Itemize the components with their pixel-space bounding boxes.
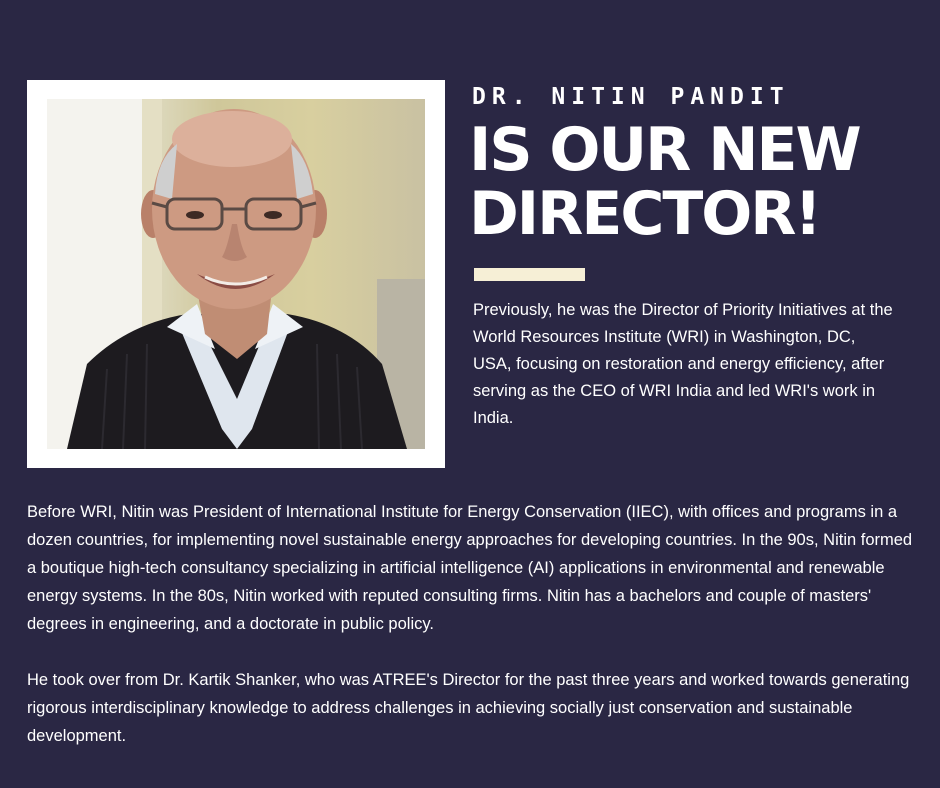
intro-paragraph: Previously, he was the Director of Priority Initiatives at the World Resources Institute (WRI) in Washington, DC, USA, focusing on restoration and energy efficiency, after serving as the CEO of WRI India and led WRI's work in India. <box>473 301 893 427</box>
portrait-illustration <box>47 99 425 449</box>
background-paragraph: Before WRI, Nitin was President of International Institute for Energy Conservation (IIEC), with offices and programs in a dozen countries, for implementing novel sustainable energy approaches for developing countries. In the 90s, Nitin formed a boutique high-tech consultancy specializing in artificial intelligence (AI) applications in environmental and renewable energy systems. In the 80s, Nitin worked with reputed consulting firms. Nitin has a bachelors and couple of masters' degrees in engineering, and a doctorate in public policy. <box>27 503 913 633</box>
director-name: DR. NITIN PANDIT <box>472 84 790 110</box>
portrait-frame <box>27 80 445 468</box>
portrait-photo <box>47 99 425 449</box>
headline: IS OUR NEW DIRECTOR! <box>469 115 860 249</box>
accent-bar <box>474 268 585 281</box>
succession-paragraph: He took over from Dr. Kartik Shanker, who was ATREE's Director for the past three years and worked towards generating rigorous interdisciplinary knowledge to address challenges in achieving socially just conservation and sustainable development. <box>27 671 910 745</box>
